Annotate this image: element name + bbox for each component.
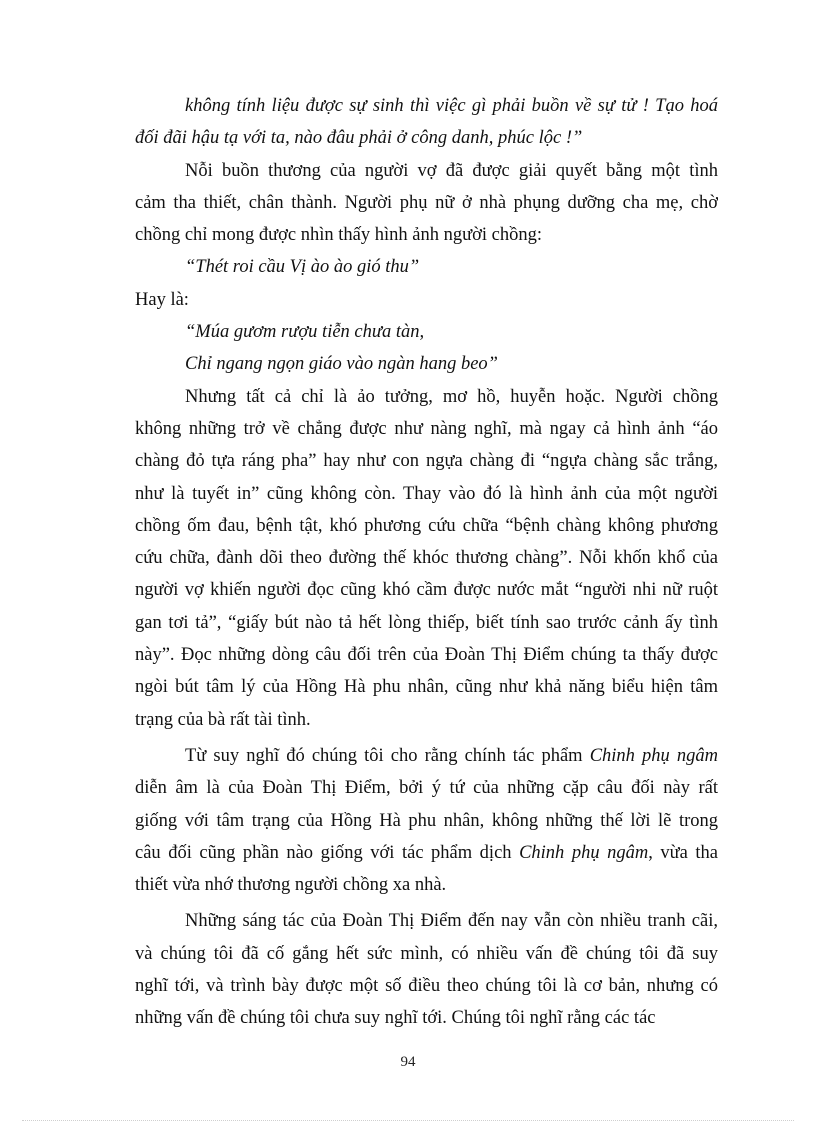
text-line: chồng chỉ mong được nhìn thấy hình ảnh người chồng: <box>135 225 542 246</box>
text-line: Nỗi buồn thương của người vợ đã được giải quyết bằng một tình <box>185 160 718 181</box>
text-run: câu đối cũng phần nào giống với tác phẩm dịch <box>135 842 520 863</box>
text-line: “Thét roi cầu Vị ào ào gió thu” <box>185 257 420 278</box>
text-line: nghĩ tới, và trình bày được một số điều theo chúng tôi là cơ bản, nhưng có <box>135 976 718 997</box>
text-line: không những trở về chẳng được như nàng nghĩ, mà ngay cả hình ảnh “áo <box>135 418 718 439</box>
text-line: gan tơi tả”, “giấy bút nào tả hết lòng thiếp, biết tính sao trước cảnh ấy tình <box>135 612 718 633</box>
text-line: cảm tha thiết, chân thành. Người phụ nữ ở nhà phụng dưỡng cha mẹ, chờ <box>135 192 718 213</box>
text-line: những vấn đề chúng tôi chưa suy nghĩ tới. Chúng tôi nghĩ rằng các tác <box>135 1008 656 1029</box>
text-line: ngòi bút tâm lý của Hồng Hà phu nhân, cũng như khả năng biểu hiện tâm <box>135 677 718 698</box>
text-line: cứu chữa, đành dõi theo đường thế khóc thương chàng”. Nỗi khốn khổ của <box>135 548 718 569</box>
page-number: 94 <box>400 1054 416 1070</box>
body-text <box>135 90 718 1035</box>
italic-title: Chinh phụ ngâm <box>519 842 649 863</box>
italic-title: Chinh phụ ngâm <box>589 745 718 766</box>
page-bottom-divider <box>22 1120 794 1121</box>
text-line: chồng ốm đau, bệnh tật, khó phương cứu chữa “bệnh chàng không phương <box>135 515 718 536</box>
text-line: Chỉ ngang ngọn giáo vào ngàn hang beo” <box>185 354 498 375</box>
text-line: Hay là: <box>135 289 189 310</box>
text-line: chàng đỏ tựa ráng pha” hay như con ngựa chàng đi “ngựa chàng sắc trắng, <box>135 451 718 472</box>
text-line: và chúng tôi đã cố gắng hết sức mình, có nhiều vấn đề chúng tôi đã suy <box>135 943 718 964</box>
text-line: đối đãi hậu tạ với ta, nào đâu phải ở công danh, phúc lộc !” <box>135 128 583 149</box>
text-line: người vợ khiến người đọc cũng khó cầm được nước mắt “người nhi nữ ruột <box>135 580 718 601</box>
text-line: trạng của bà rất tài tình. <box>135 709 311 730</box>
text-line <box>135 837 718 869</box>
text-run: , vừa tha <box>648 842 718 863</box>
text-line: này”. Đọc những dòng câu đối trên của Đoàn Thị Điểm chúng ta thấy được <box>135 645 718 666</box>
text-line: không tính liệu được sự sinh thì việc gì phải buồn về sự tử ! Tạo hoá <box>185 96 718 116</box>
text-line: Những sáng tác của Đoàn Thị Điểm đến nay vẫn còn nhiều tranh cãi, <box>185 911 718 932</box>
text-line: Nhưng tất cả chỉ là ảo tưởng, mơ hồ, huyễn hoặc. Người chồng <box>185 386 718 407</box>
text-line: diễn âm là của Đoàn Thị Điểm, bởi ý tứ của những cặp câu đối này rất <box>135 778 718 799</box>
text-line: “Múa gươm rượu tiễn chưa tàn, <box>185 322 425 343</box>
text-line <box>135 740 718 772</box>
text-line: giống với tâm trạng của Hồng Hà phu nhân, không những thế lời lẽ trong <box>135 810 718 831</box>
text-line: như là tuyết in” cũng không còn. Thay vào đó là hình ảnh của một người <box>135 483 718 504</box>
text-run: Từ suy nghĩ đó chúng tôi cho rằng chính tác phẩm <box>185 745 590 766</box>
text-line: thiết vừa nhớ thương người chồng xa nhà. <box>135 875 447 896</box>
